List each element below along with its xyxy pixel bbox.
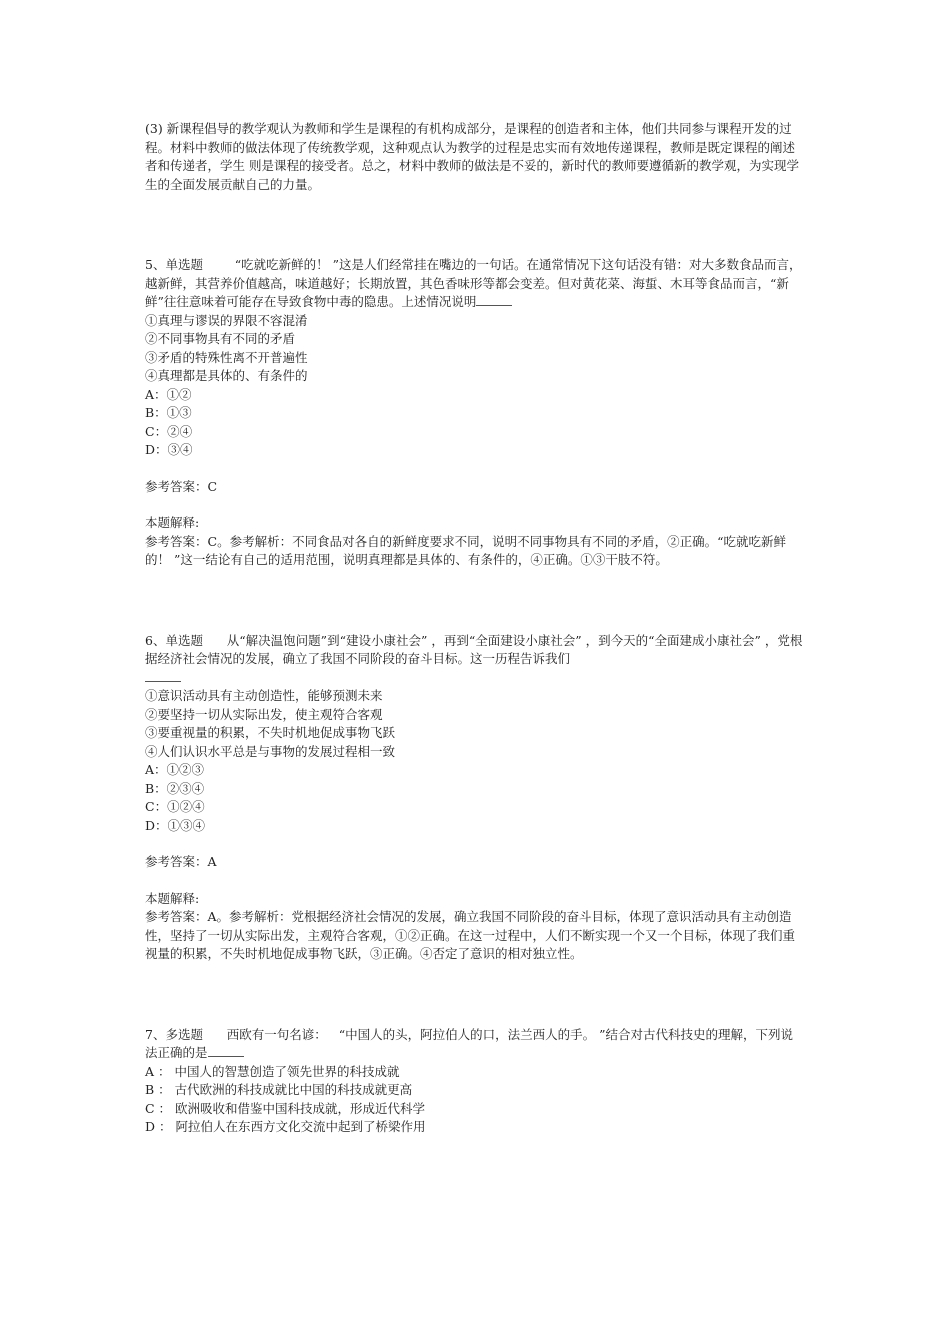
q5-option-c: C：②④ bbox=[145, 423, 193, 439]
document-page bbox=[145, 120, 805, 1137]
q7-option-a: A ： 中国人的智慧创造了领先世界的科技成就 bbox=[145, 1063, 400, 1079]
q6-option-d: D：①③④ bbox=[145, 817, 206, 833]
q6-option-b: B：②③④ bbox=[145, 780, 205, 796]
q7-option-c: C ： 欧洲吸收和借鉴中国科技成就，形成近代科学 bbox=[145, 1100, 426, 1116]
q5-option-b: B：①③ bbox=[145, 405, 192, 420]
spacer bbox=[145, 872, 805, 890]
q6-analysis: 参考答案：A。参考解析：党根据经济社会情况的发展，确立我国不同阶段的奋斗目标，体现了意识活动具有主动创造性，坚持了一切从实际出发，主观符合客观，①②正确。在这一过程中，人们不断实现一个又一个目标，体现了我们重视量的积累，不失时机地促成事物飞跃，③正确。④否定了意识的相对独立性。 bbox=[145, 909, 796, 961]
q6-statement-4: ④人们认识水平总是与事物的发展过程相一致 bbox=[145, 743, 396, 759]
q6-statement-1: ①意识活动具有主动创造性，能够预测未来 bbox=[145, 688, 383, 703]
q5-statement-4: ④真理都是具体的、有条件的 bbox=[145, 368, 308, 383]
q6-option-c: C：①②④ bbox=[145, 799, 205, 814]
q5-stem-text: 5、单选题 “吃就吃新鲜的！ ”这是人们经常挂在嘴边的一句话。在通常情况下这句话没有错：对大多数食品而言，越新鲜，其营养价值越高，味道越好；长期放置，其色香味形等都会变差。但对黄花菜、海蜇、木耳等食品而言，“新鲜”往往意味着可能存在导致食物中毒的隐患。上述情况说明 bbox=[145, 257, 802, 309]
spacer bbox=[145, 496, 805, 514]
q5-statement-1: ①真理与谬误的界限不容混淆 bbox=[145, 312, 308, 328]
spacer bbox=[145, 835, 805, 853]
q7-option-d: D ： 阿拉伯人在东西方文化交流中起到了桥梁作用 bbox=[145, 1119, 426, 1134]
q7-stem bbox=[145, 1026, 805, 1063]
q6-stem-text: 6、单选题 从“解决温饱问题”到“建设小康社会” ，再到“全面建设小康社会” ，到今天的“全面建成小康社会” ，党根据经济社会情况的发展，确立了我国不同阶段的奋斗目标。这一历程告诉我们 bbox=[145, 632, 803, 666]
q6-answer: 参考答案：A bbox=[145, 854, 217, 869]
question-5 bbox=[145, 256, 805, 570]
q7-option-b: B ： 古代欧洲的科技成就比中国的科技成就更高 bbox=[145, 1082, 413, 1097]
q4-analysis-paragraph: (3) 新课程倡导的教学观认为教师和学生是课程的有机构成部分，是课程的创造者和主体，他们共同参与课程开发的过程。材料中教师的做法体现了传统教学观，这种观点认为教学的过程是忠实而有效地传递课程，教师是既定课程的阐述者和传递者，学生 则是课程的接受者。总之，材料中教师的做法是不妥的，新时代的教师要遵循新的教学观，为实现学生的全面发展贡献自己的力量。 bbox=[145, 121, 799, 192]
q5-analysis-title: 本题解释: bbox=[145, 515, 200, 530]
spacer bbox=[145, 194, 805, 256]
q6-option-a: A：①②③ bbox=[145, 762, 205, 777]
q5-option-d: D：③④ bbox=[145, 442, 193, 457]
question-7 bbox=[145, 1026, 805, 1137]
spacer bbox=[145, 460, 805, 478]
spacer bbox=[145, 964, 805, 1026]
q5-answer: 参考答案：C bbox=[145, 478, 218, 494]
q5-answer-blank bbox=[476, 293, 512, 306]
spacer bbox=[145, 570, 805, 632]
q6-answer-blank bbox=[145, 669, 181, 682]
q7-stem-text: 7、多选题 西欧有一句名谚： “中国人的头，阿拉伯人的口，法兰西人的手。 ”结合对古代科技史的理解，下列说法正确的是 bbox=[145, 1026, 793, 1060]
q5-analysis: 参考答案：C。参考解析：不同食品对各自的新鲜度要求不同，说明不同事物具有不同的矛盾，②正确。“吃就吃新鲜的！ ”这一结论有自己的适用范围，说明真理都是具体的、有条件的，④正确。①③干肢不符。 bbox=[145, 533, 786, 567]
q5-stem bbox=[145, 256, 805, 312]
question-6 bbox=[145, 632, 805, 964]
q5-statement-3: ③矛盾的特殊性离不开普遍性 bbox=[145, 349, 308, 365]
q5-statement-2: ②不同事物具有不同的矛盾 bbox=[145, 331, 296, 346]
q6-analysis-title: 本题解释: bbox=[145, 890, 200, 906]
q6-statement-3: ③要重视量的积累，不失时机地促成事物飞跃 bbox=[145, 725, 396, 740]
q7-answer-blank bbox=[208, 1044, 244, 1057]
q6-statement-2: ②要坚持一切从实际出发，使主观符合客观 bbox=[145, 706, 383, 722]
q5-option-a: A：①② bbox=[145, 386, 192, 402]
q6-stem bbox=[145, 632, 805, 688]
